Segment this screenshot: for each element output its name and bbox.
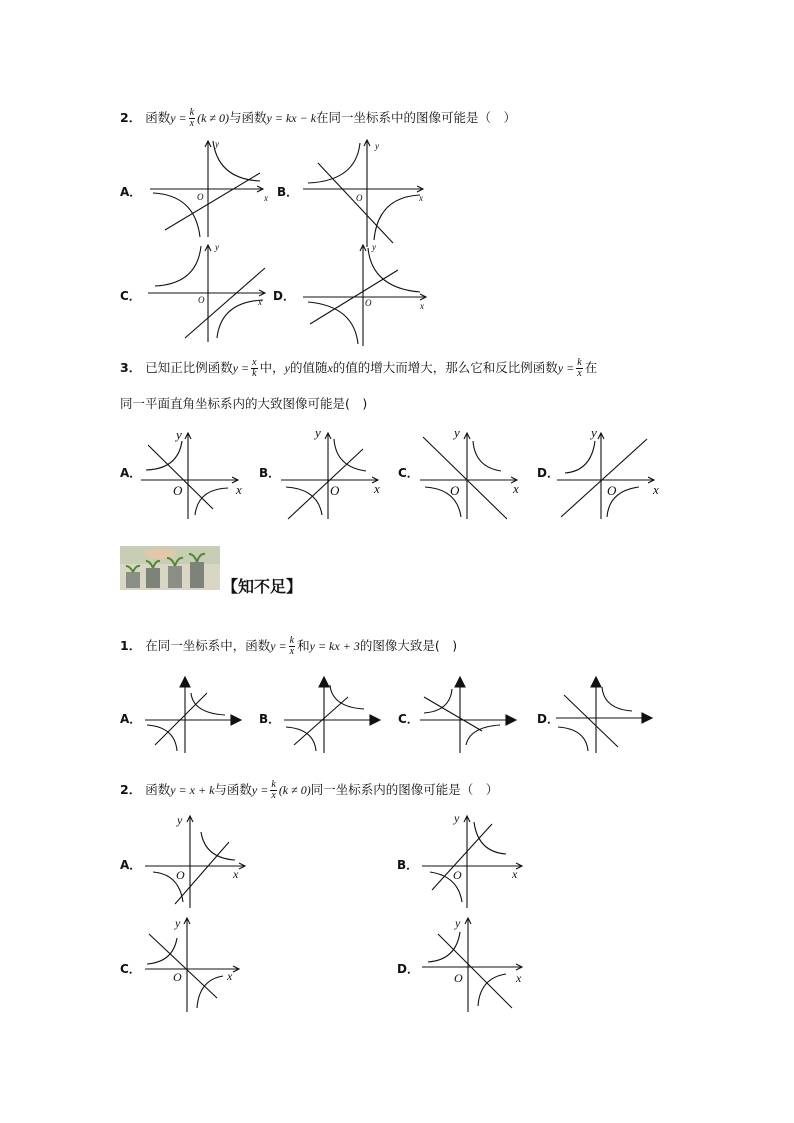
line [148, 445, 213, 509]
q2b-option-a-label[interactable]: A． [120, 858, 142, 872]
x-label: x [233, 867, 239, 881]
fraction-k-over-x: $\frac{k}{x}$ [271, 779, 276, 801]
y-label: y [177, 813, 183, 827]
hyperbola-branch-1 [201, 832, 235, 860]
q3-graph-d [557, 425, 672, 520]
x-label: x [512, 867, 518, 881]
line [424, 697, 482, 731]
x-arrow [506, 715, 516, 725]
question-2a-text: 2． 函数y = $\frac{k}{x}$ (k ≠ 0)与函数y = kx − k在同一坐标系中的图像可能是（ ） [120, 107, 517, 129]
hyperbola-branch-2 [195, 488, 228, 515]
fraction-k-over-x: $\frac{k}{x}$ [289, 635, 295, 657]
q3-graph-a [138, 425, 253, 520]
y-label: y [176, 427, 182, 442]
q2a-graph-c [145, 240, 275, 345]
o-label: O [454, 971, 463, 985]
hyperbola-branch-1 [602, 687, 632, 711]
o-label: O [607, 483, 617, 498]
line [149, 934, 217, 998]
hyperbola-branch-1 [146, 441, 182, 470]
q3-graph-b [278, 425, 393, 520]
o-label: O [450, 483, 460, 498]
seedling-coins-image [120, 546, 220, 590]
fraction-x-over-k: $\frac{x}{k}$ [252, 357, 257, 379]
y-label: y [454, 425, 460, 440]
q2b-option-b-label[interactable]: B． [397, 858, 419, 872]
y-label: y [315, 425, 321, 440]
hyperbola-branch-1 [334, 439, 366, 471]
q2b-graph-b [422, 810, 527, 910]
y-label: y [375, 141, 379, 151]
x-label: x [264, 193, 268, 203]
section-title: 【知不足】 [222, 577, 303, 596]
y-arrow [319, 677, 329, 687]
q2b-graph-c [145, 914, 250, 1014]
q3-graph-c [417, 425, 532, 520]
hyperbola-branch-1 [147, 938, 177, 964]
question-2b-text: 2． 函数y = x + k与函数y = $\frac{k}{x}$ (k ≠ 0)同一坐标系内的图像可能是（ ） [120, 779, 499, 801]
y-label: y [215, 139, 219, 149]
x-arrow [370, 715, 380, 725]
o-label: O [453, 868, 462, 882]
y-label: y [591, 425, 597, 440]
hyperbola-branch-2 [286, 487, 322, 515]
hyperbola-branch-1 [368, 248, 420, 292]
q2b-graph-d [422, 914, 527, 1014]
o-label: O [176, 868, 185, 882]
q3-option-a-label[interactable]: A． [120, 466, 142, 480]
hyperbola-branch-1 [428, 932, 460, 962]
q2a-option-c-label[interactable]: C． [120, 289, 141, 303]
question-3-text-line2: 同一平面直角坐标系内的大致图像可能是( ) [120, 396, 368, 411]
q1b-graph-d [556, 675, 656, 755]
line [288, 449, 363, 519]
q2a-graph-d [298, 240, 433, 350]
q2a-graph-b [298, 135, 428, 250]
y-label: y [215, 242, 219, 252]
y-arrow [455, 677, 465, 687]
hyperbola-branch-2 [217, 300, 263, 338]
x-label: x [420, 301, 424, 311]
line [318, 163, 393, 243]
x-label: x [227, 969, 233, 983]
hyperbola-branch-1 [565, 441, 595, 473]
x-label: x [516, 971, 522, 985]
x-label: x [236, 482, 242, 497]
o-label: O [173, 970, 182, 984]
hyperbola-branch-2 [374, 195, 420, 240]
hyperbola-branch-1 [424, 689, 452, 713]
q3-option-d-label[interactable]: D． [537, 466, 559, 480]
o-label: O [173, 483, 183, 498]
q1b-option-c-label[interactable]: C． [398, 712, 419, 726]
line [438, 934, 512, 1008]
q1b-graph-a [145, 675, 245, 755]
q2a-option-d-label[interactable]: D． [273, 289, 295, 303]
hyperbola-branch-2 [558, 727, 588, 751]
x-arrow [642, 713, 652, 723]
y-label: y [454, 811, 460, 825]
q1b-option-d-label[interactable]: D． [537, 712, 559, 726]
q1b-graph-b [284, 675, 384, 755]
y-arrow [591, 677, 601, 687]
y-arrow [180, 677, 190, 687]
hyperbola-branch-1 [308, 143, 360, 183]
hyperbola-branch-1 [473, 441, 501, 471]
q2b-option-d-label[interactable]: D． [397, 962, 419, 976]
fraction-k-over-x: $\frac{k}{x}$ [577, 357, 582, 379]
hyperbola-branch-1 [213, 141, 260, 181]
q2a-option-b-label[interactable]: B． [277, 185, 299, 199]
q2a-option-a-label[interactable]: A． [120, 185, 142, 199]
line [423, 437, 507, 519]
fraction-k-over-x: $\frac{k}{x}$ [189, 107, 195, 129]
x-label: x [374, 481, 380, 496]
hyperbola-branch-2 [308, 302, 358, 344]
q2b-graph-a [145, 810, 250, 910]
line [561, 439, 647, 517]
y-label: y [175, 916, 181, 930]
line [155, 693, 207, 745]
question-1b-text: 1． 在同一坐标系中，函数y = $\frac{k}{x}$ 和y = kx + 3的图像大致是( ) [120, 635, 458, 657]
line [165, 173, 260, 230]
q3-option-b-label[interactable]: B． [259, 466, 281, 480]
o-label: O [365, 298, 372, 308]
o-label: O [356, 193, 363, 203]
o-label: O [330, 483, 340, 498]
q1b-graph-c [420, 675, 520, 755]
y-label: y [372, 242, 376, 252]
q2b-option-c-label[interactable]: C． [120, 962, 141, 976]
x-label: x [653, 482, 659, 497]
hyperbola-branch-1 [155, 246, 201, 286]
q2a-graph-a [145, 135, 275, 240]
line [294, 697, 348, 745]
x-label: x [513, 481, 519, 496]
x-label: x [258, 297, 262, 307]
o-label: O [198, 295, 205, 305]
hyperbola-branch-2 [153, 193, 200, 237]
hyperbola-branch-2 [466, 725, 500, 745]
line [432, 824, 492, 890]
question-3-text: 3． 已知正比例函数y = $\frac{x}{k}$ 中，y的值随x的值的增大而增大，那么它和反比例函数y = $\frac{k}{x}$ 在 [120, 357, 598, 379]
hyperbola-branch-1 [330, 685, 364, 709]
q1b-option-a-label[interactable]: A． [120, 712, 142, 726]
q1b-option-b-label[interactable]: B． [259, 712, 281, 726]
q3-option-c-label[interactable]: C． [398, 466, 419, 480]
line [185, 268, 265, 338]
x-label: x [419, 193, 423, 203]
x-arrow [231, 715, 241, 725]
y-label: y [455, 916, 461, 930]
o-label: O [197, 192, 204, 202]
